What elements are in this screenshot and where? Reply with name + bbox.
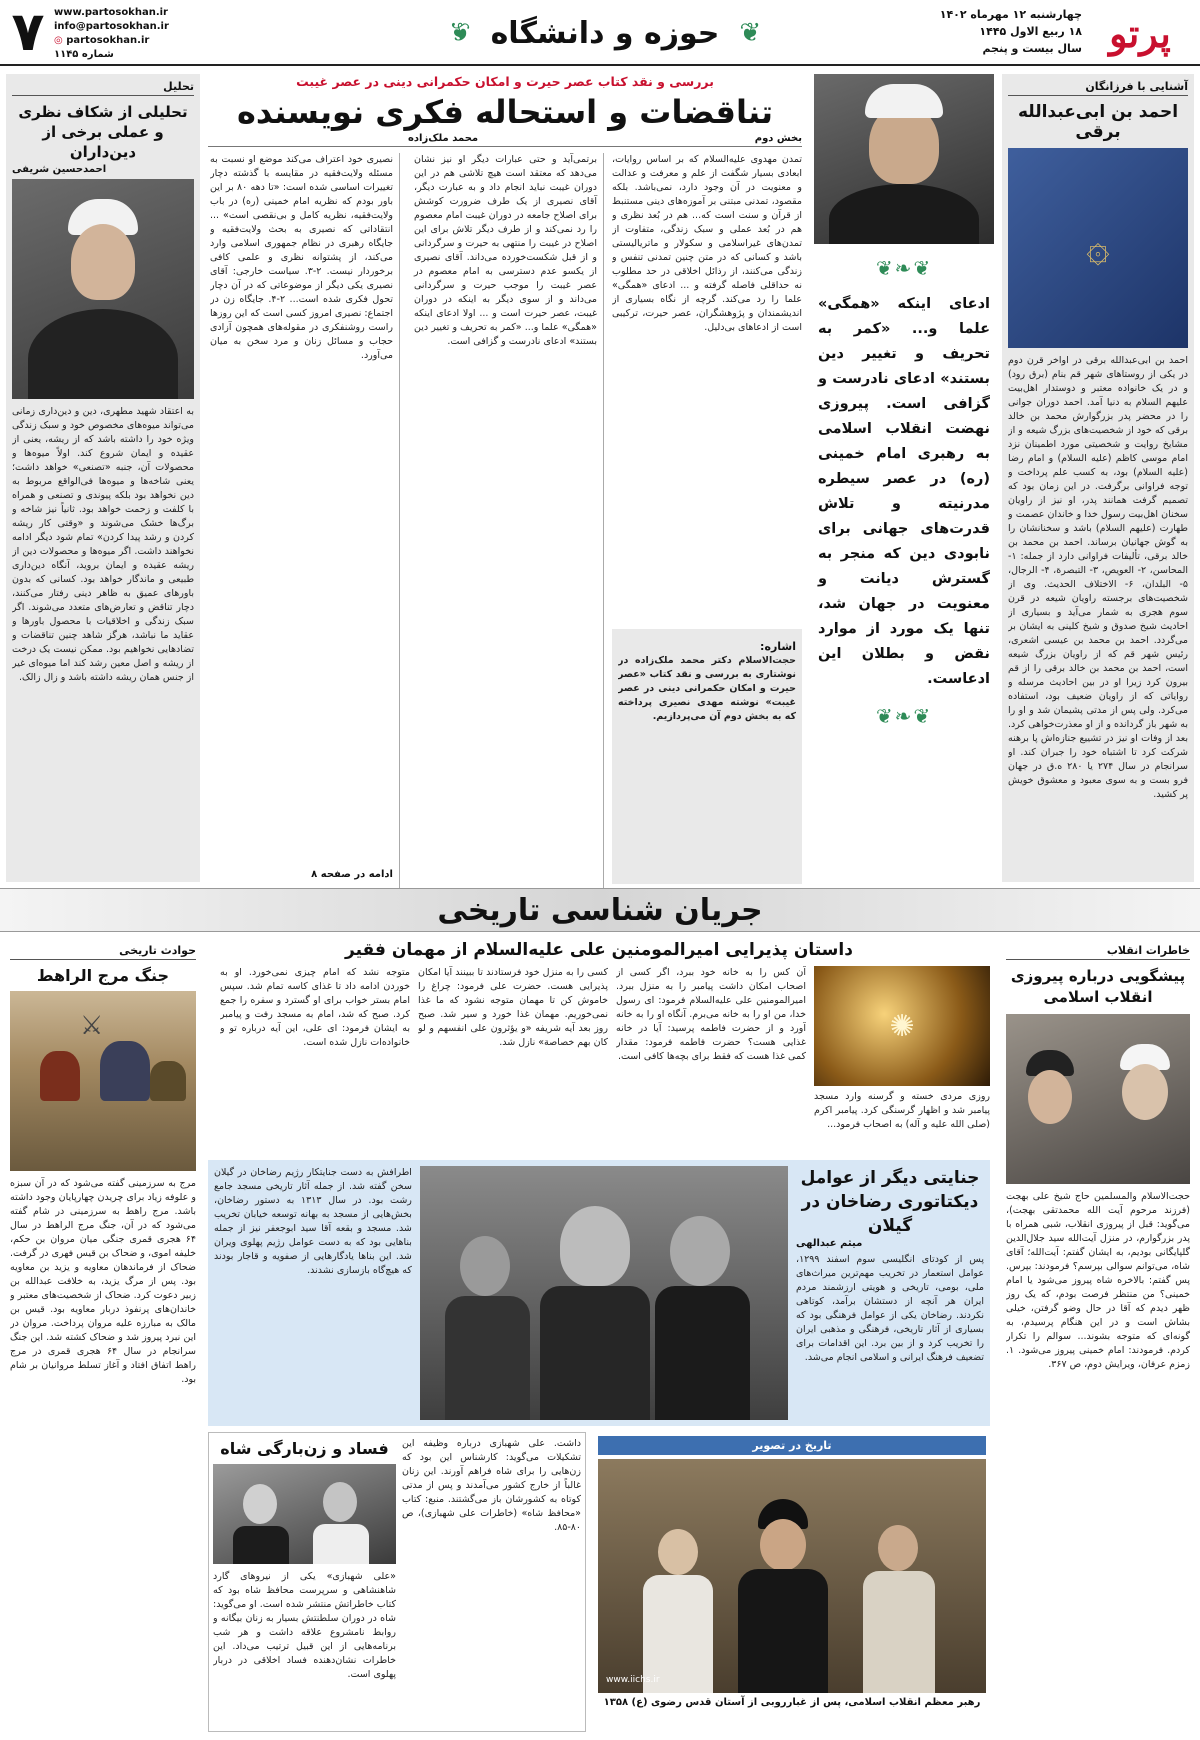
ornament-left-icon: ❦ <box>448 18 471 48</box>
reza-khan-title: جنایتی دیگر از عوامل دیکتاتوری رضاخان در گیلان <box>800 1168 980 1236</box>
history-photo-tag: تاریخ در تصویر <box>598 1436 986 1455</box>
reza-khan-col-1: پس از کودتای انگلیسی سوم اسفند ۱۲۹۹، عوامل استعمار در تخریب مهم‌ترین میراث‌های ملی، بومی، تاریخی و هویتی ارزشمند مردم ایران هر آنچه از دستشان برآمد، کوتاهی نکردند. رضاخان یکی از عوامل فرهنگی بود که بسیاری از آثار تاریخی، فرهنگی و مذهبی ایران را تخریب کرد و از بین برد. این اقدامات برای تضعیف فرهنگ ایرانی و اسلامی انجام می‌شد. <box>796 1254 984 1363</box>
lead-continued[interactable]: ادامه در صفحه ۸ <box>311 869 393 880</box>
ali-story-title: داستان پذیرایی امیرالمومنین علی علیه‌السلام از مهمان فقیر <box>345 940 853 960</box>
lead-article <box>208 74 802 882</box>
battle-title: جنگ مرج الراهط <box>36 966 170 985</box>
logo <box>1090 6 1190 60</box>
band-title: جریان شناسی تاریخی <box>437 892 763 928</box>
history-photo <box>598 1459 986 1693</box>
date-hijri: ۱۸ ربیع الاول ۱۴۴۵ <box>979 25 1082 38</box>
lead-col-1: تمدن مهدوی علیه‌السلام که بر اساس روایات، ابعادی بسیار شگفت از علم و معرفت و عدالت و معنویت در آن وجود دارد، نمی‌باشد. بلکه مقصود، تمدنی مبتنی بر آموزه‌های دینی مستنبط از قرآن و سنت است که... هم در بُعد نظری و هم در بُعد عملی و سبک زندگی، متفاوت از تمدن‌های غیراسلامی و سکولار و ماتریالیستی باشد و کسانی که در متن چنین تمدنی تنفس و زندگی می‌کنند، از رذائل اخلاقی در حد مطلوب نه حداقلی فاصله گرفته و ... ادعای «همگی» علما را رد می‌کند. گرچه از نگاه بسیاری از اندیشمندان و پژوهشگران، عصر حیرت، ترکیبی است از ادعاهای بی‌دلیل. <box>612 154 802 333</box>
reza-khan-photo <box>420 1166 788 1420</box>
quote-column <box>814 74 994 882</box>
history-photo-caption: رهبر معظم انقلاب اسلامی، پس از غبارروبی از آستان قدس رضوی (ع) ۱۳۵۸ <box>603 1697 981 1708</box>
revolution-column <box>1002 940 1194 1730</box>
lead-kicker: بررسی و نقد کتاب عصر حیرت و امکان حکمرانی دینی در عصر غیبت <box>296 74 714 89</box>
page-number: ۷ <box>11 0 45 63</box>
issue-number: شماره ۱۱۴۵ <box>54 49 114 60</box>
biography-column <box>1002 74 1194 882</box>
battle-column <box>6 940 200 1730</box>
battle-body: مرج به سرزمینی گفته می‌شود که در آن سبزه و علوفه زیاد برای چریدن چهارپایان وجود داشته باشد. مرج راهط به سرزمینی در شام گفته می‌شود که در آن، جنگ مرج الراهط در سال ۶۴ هجری قمری جنگی میان مروان بن حکم، خلیفه اموی، و ضحاک بن قیس فهری در گرفت. ضحاک از فرماندهان معاویه و یزید بن معاویه بود. پس از مرگ یزید، به خلافت عبدالله بن زبیر دعوت کرد. ضحاک از شخصیت‌های معتبر و خاندان‌های پرنفوذ دربار معاویه بود. قیس بن مالک به مبارزه علیه مروان پرداخت. مروان در این نبرد پیروز شد و ضحاک کشته شد. این جنگ سرانجام در سال ۶۴ هجری قمری در مرج راهط اتفاق افتاد و آغاز تسلط مروانیان بر شام بود. <box>10 1178 196 1385</box>
history-photo-block <box>594 1432 990 1732</box>
biography-title: احمد بن ابی‌عبدالله برقی <box>1017 102 1179 142</box>
lead-intro-box <box>612 629 802 884</box>
biography-tag: آشنایی با فرزانگان <box>1008 80 1188 96</box>
year-label: سال بیست و پنجم <box>982 42 1082 55</box>
lead-title: تناقضات و استحاله فکری نویسنده <box>236 93 774 131</box>
analysis-body: به اعتقاد شهید مطهری، دین و دین‌داری زمانی می‌تواند میوه‌های مخصوص خود و سبک زندگی ویژه خود را داشته باشد که از ریشه، یعنی از عقیده و ایمان شروع کند. اولاً میوه‌ها و محصولات آن، جنبه «تصنعی» خواهد داشت؛ یعنی شاخه‌ها و میوه‌ها فی‌الواقع مربوط به دین نخواهد بود بلکه پیوندی و تصنعی و همراه با کلفت و زحمت خواهد بود. ثانیاً نیز شاخه و برگ‌ها خشک می‌شوند و «وقتی کار ریشه کردن و رشد پیدا کردن» تمام شود دیگر ادامه نخواهند داشت. اگر میوه‌ها و محصولات دین از ریشه عقیده و ایمان بروید، آنگاه دین‌داری طبیعی و ماندگار خواهد بود. کسانی که بدون باورهای عمیق به ظاهر دینی رفتار می‌کنند، دچار تناقض و تعارض‌های متعدد می‌شوند. اگر سبک زندگی و اخلاقیات با محصول باورها و عقاید ما نباشد، هرگز شاهد چنین تناقضات و تضادهایی نخواهیم بود. ممکن نیست یک درخت از ریشه و اصل معین رشد کند اما میوه‌ای غیر از جنس همان ریشه داشته باشد و زال زالک. <box>12 406 194 683</box>
masthead <box>0 0 1200 66</box>
analysis-column <box>6 74 200 882</box>
analysis-author: احمدحسین شریفی <box>12 164 107 175</box>
ali-story-col-3: متوجه نشد که امام چیزی نمی‌خورد. او به خوردن ادامه داد تا غذای کاسه تمام شد. سپس امام بستر خواب برای او گسترد و سفره را جمع کرد. صبح که شد، امام به مسجد رفت و پیامبر به ایشان فرمود: ای علی، این آیه درباره تو و خانواده‌ات نازل شده است. <box>220 967 410 1048</box>
ali-story-col-2: کسی را به منزل خود فرستادند تا ببینند آیا امکان پذیرایی هست. حضرت علی فرمود: چراغ را خاموش کن تا مهمان متوجه نشود که ما غذا نمی‌خوریم. مهمان غذا خورد و سیر شد. صبح روز بعد آیه شریفه «و یؤثرون علی انفسهم و لو کان بهم خصاصة» نازل شد. <box>418 967 608 1048</box>
revolution-title: پیشگویی درباره پیروزی انقلاب اسلامی <box>1010 967 1186 1006</box>
section-title: حوزه و دانشگاه <box>490 15 720 51</box>
website-link[interactable]: www.partosokhan.ir <box>54 7 168 18</box>
analysis-author-photo <box>12 179 194 399</box>
reza-khan-col-2: اطرافش به دست جنایتکار رژیم رضاخان در گیلان سخن گفته شد. از جمله آثار تاریخی مسجد جامع رشت بود. در سال ۱۳۱۳ به دستور رضاخان، بخش‌هایی از مسجد به بهانه توسعه خیابان تخریب شد. مسجد و بقعه آقا سید ابوجعفر نیز از جمله بناهایی بود که به دست عوامل رژیم پهلوی ویران شد. این بناها یادگارهایی از صفویه و قاجار بودند که هیچ‌گاه بازسازی نشدند. <box>214 1167 412 1276</box>
book-calligraphy-icon: ۞ <box>1086 225 1110 271</box>
analysis-tag: تحلیل <box>12 80 194 96</box>
book-image <box>1008 148 1188 348</box>
ali-story <box>208 940 990 1152</box>
lead-intro: حجت‌الاسلام دکتر محمد ملک‌زاده در نوشتاری به بررسی و نقد کتاب «عصر حیرت و امکان حکمرانی دینی در عصر غیبت» نوشته مهدی نصیری پرداخته که به بخش دوم آن می‌پردازیم. <box>618 655 796 722</box>
lead-intro-label: اشاره: <box>760 640 796 653</box>
date-block <box>912 6 1082 57</box>
lead-author: محمد ملک‌زاده <box>408 133 479 144</box>
calligraphy-icon: ✺ <box>889 1008 915 1044</box>
shah-title: فساد و زن‌بارگی شاه <box>220 1439 389 1458</box>
shah-photo <box>213 1464 396 1564</box>
instagram-icon: ◎ <box>54 35 63 46</box>
reza-khan-article <box>208 1160 990 1426</box>
email-link[interactable]: info@partosokhan.ir <box>54 21 169 32</box>
revolution-tag: خاطرات انقلاب <box>1006 944 1190 960</box>
history-band <box>0 888 1200 932</box>
ali-story-image <box>814 966 990 1086</box>
revolution-body: حجت‌الاسلام والمسلمین حاج شیخ علی بهجت (فرزند مرحوم آیت الله محمدتقی بهجت)، می‌گوید: قبل از پیروزی انقلاب، شبی همراه با پدر بزرگوارم، در منزل آیت‌الله سید جلال‌الدین گلپایگانی بودیم، به ایشان گفتم: آیت‌الله؛ آقای شاه، می‌توانم سوالی بپرسم؟ فرمودند: بپرس. پس گفتم: بالاخره شاه پیروز می‌شود یا امام خمینی؟ من منتظر فرصت بودم، که یک روز ظهر دیدم که آقا در حال وضو گرفتن، خیلی بشاش است و در این هنگام پرسیدم، به گونه‌ای که متوجه بشوند... سوالم را تکرار کردم. فرمودند: امام خمینی پیروز می‌شود. ۱. زمزم عرفان، ویرایش دوم، ص ۳۶۷. <box>1006 1191 1190 1370</box>
ali-story-caption: روزی مردی خسته و گرسنه وارد مسجد پیامبر شد و اظهار گرسنگی کرد. پیامبر اکرم (صلی الله علیه و آله) به اصحاب فرمود... <box>814 1091 990 1130</box>
biography-body: احمد بن ابی‌عبدالله برقی در اواخر قرن دوم در یکی از روستاهای شهر قم بنام (برق رود) و در یک خانواده معتبر و دوستدار اهل‌بیت علیهم السلام به دنیا آمد. احمد دوران جوانی را در محضر پدر بزرگوارش محمد بن خالد برقی که خود از شخصیت‌های بزرگ شیعه و از مشایخ روایت و شخصیتی مورد اطمینان نزد امام موسی کاظم (علیه السلام) و امام رضا (علیه السلام) بود، به کسب علم پرداخت و توجه فراوانی برگرفت. در این زمان بود که تصمیم گرفت همانند پدر، او نیز از راویان سخنان اهل‌بیت رسول خدا و خاندان عصمت و طهارت (علیهم السلام) باشد و سخنانشان را به گوش جهانیان برساند. احمد بن محمد بن خالد برقی، تألیفات فراوانی دارد از جمله: ۱- المحاسن، ۲- العویص، ۳- التبصرة، ۴- الرجال، ۵- البلدان، ۶- الاختلاف الحدیث. وی از شخصیت‌های برجسته راویان شیعه در قرن سوم هجری به شمار می‌آید و بسیاری از احادیث شیخ صدوق و شیخ کلینی به ایشان بر می‌گردد. احمد بن محمد بن عیسی اشعری، رئیس شهر قم که از راویان بزرگ شیعه است، احمد بن محمد بن خالد برقی را از قم بیرون کرد زیرا او در بین احادیث مرسله و روایاتی که از راویان ضعیف بود، استفاده می‌کرد. ولی پس از مدتی پشیمان شد و او را به شهر باز گردانده و از او معذرت‌خواهی کرد. بعد از وفات او نیز در تشییع جنازه‌اش پا برهنه شرکت کرد تا اشتباه خود را جبران کند. او سرانجام در سال ۲۷۴ یا ۲۸۰ ه.ق در جهان فرو بست و به سوی معبود و معشوق خویش پر کشید. <box>1008 355 1188 800</box>
quote-ornament-top-icon: ❦❧❦ <box>875 256 933 280</box>
shah-col-2: داشت. علی شهبازی درباره وظیفه این تشکیلات می‌گوید: کارشناس این بود که زن‌هایی را برای شاه فراهم آورند. این زنان غالباً از خارج کشور می‌آمدند و پس از مدتی کوتاه به کشورشان باز می‌گشتند. منبع: کتاب «محافظ شاه» (خاطرات علی شهبازی)، ص ۸۰-۸۵. <box>401 1438 581 1533</box>
author-photo <box>814 74 994 244</box>
social-link[interactable]: partosokhan.ir <box>66 35 150 46</box>
sword-icon: ⚔ <box>80 1011 104 1041</box>
battle-tag: حوادث تاریخی <box>10 944 196 960</box>
ornament-right-icon: ❦ <box>739 18 762 48</box>
lead-col-2: برتمی‌آید و حتی عبارات دیگر او نیز نشان می‌دهد که معتقد است هیچ تلاشی هم در این دوران غیبت نباید انجام داد و به عبارت دیگر، آقای نصیری از یک طرف ضرورت کوشش برای اصلاح جامعه در دوران غیبت امام معصوم را رد نمی‌کند و از طرف دیگر تلاش برای این اصلاح در غیبت را منتهی به حیرت و سرگردانی و از قبل شکست‌خورده می‌داند. آقای نصیری از یکسو عدم دسترسی به امام معصوم در عصر غیبت را موجب حیرت و سرگردانی می‌داند و از سوی دیگر به اینکه در دوران غیبت، عصر حیرت است و ... اولا ادعای اینکه «همگی» علما و... «کمر به تحریف و تغییر دین بستند» ادعای نادرست و گزافی است. <box>408 153 604 888</box>
analysis-title: تحلیلی از شکاف نظری و عملی برخی از دین‌داران <box>18 103 188 161</box>
shah-col-1: «علی شهبازی» یکی از نیروهای گارد شاهنشاهی و سرپرست محافظ شاه بود که کتاب خاطراتش منتشر شده است. او می‌گوید: شاه در دوران سلطنتش بسیار به زنان بیگانه و روابط نامشروع علاقه داشت و هر شب برنامه‌هایی از این قبیل ترتیب می‌داد. این خاطرات نشان‌دهنده فساد اخلاقی در دربار پهلوی است. <box>213 1571 396 1680</box>
history-photo-watermark: www.iichs.ir <box>606 1675 660 1685</box>
lead-col-3: نصیری خود اعتراف می‌کند موضع او نسبت به مسئله ولایت‌فقیه در مقایسه با گذشته دچار تغییرات اساسی شده است: «تا دهه ۸۰ بر این باور بودم که نظریه امام خمینی (ره) در باب ولایت‌فقیه، نظریه کامل و بی‌نقصی است» ... انتقاداتی که نصیری به بحث ولایت‌فقیه و جایگاه رهبری در نظام جمهوری اسلامی وارد می‌کند، از پشتوانه نظری و علمی کافی برخوردار نیست. ۲-۳. سیاست خارجی: آقای نصیری یکی دیگر از موضوعاتی که در آن دچار تحول فکری شده است... ۲-۴. جایگاه زن در اجتماع: نصیری امروز کسی است که این روزها راست روشنفکری در مقوله‌های همچون آزادی حجاب و مسائل زنان و مرد سخن به میان می‌آورد. <box>210 154 393 361</box>
section-header <box>390 6 820 60</box>
contact-block <box>54 6 204 62</box>
date-fa: چهارشنبه ۱۲ مهرماه ۱۴۰۲ <box>939 8 1082 21</box>
lead-part: بخش دوم <box>754 133 802 144</box>
ali-story-col-1: آن کس را به خانه خود ببرد، اگر کسی از اصحاب امکان داشت پیامبر را به منزل ببرد. امیرالمومنین علی علیه‌السلام فرمود: ای رسول خدا، من او را به خانه می‌برم. آنگاه او را به خانه آورد و از حضرت فاطمه پرسید: آیا در خانه غذایی هست؟ حضرت فاطمه فرمود: مقدار کمی غذا هست که فقط برای بچه‌ها کافی است. <box>616 967 806 1062</box>
quote-text: ادعای اینکه «همگی» علما و... «کمر به تحریف و تغییر دین بستند» ادعای نادرست و گزافی است. پیروزی نهضت انقلاب اسلامی به رهبری امام خمینی (ره) در عصر سیطره مدرنیته و تلاش قدرت‌های جهانی برای نابودی دین که منجر به گسترش دیانت و معنویت در جهان شد، تنها یک مورد از موارد نقض و بطلان این ادعاست. <box>818 296 990 687</box>
shah-article <box>208 1432 586 1732</box>
revolution-photo <box>1006 1014 1190 1184</box>
logo-text: پرتو <box>1109 10 1171 56</box>
reza-khan-author: میثم عبدالهی <box>796 1238 863 1249</box>
quote-ornament-bottom-icon: ❦❧❦ <box>875 704 933 728</box>
analysis-portrait-icon <box>71 224 135 300</box>
battle-painting <box>10 991 196 1171</box>
